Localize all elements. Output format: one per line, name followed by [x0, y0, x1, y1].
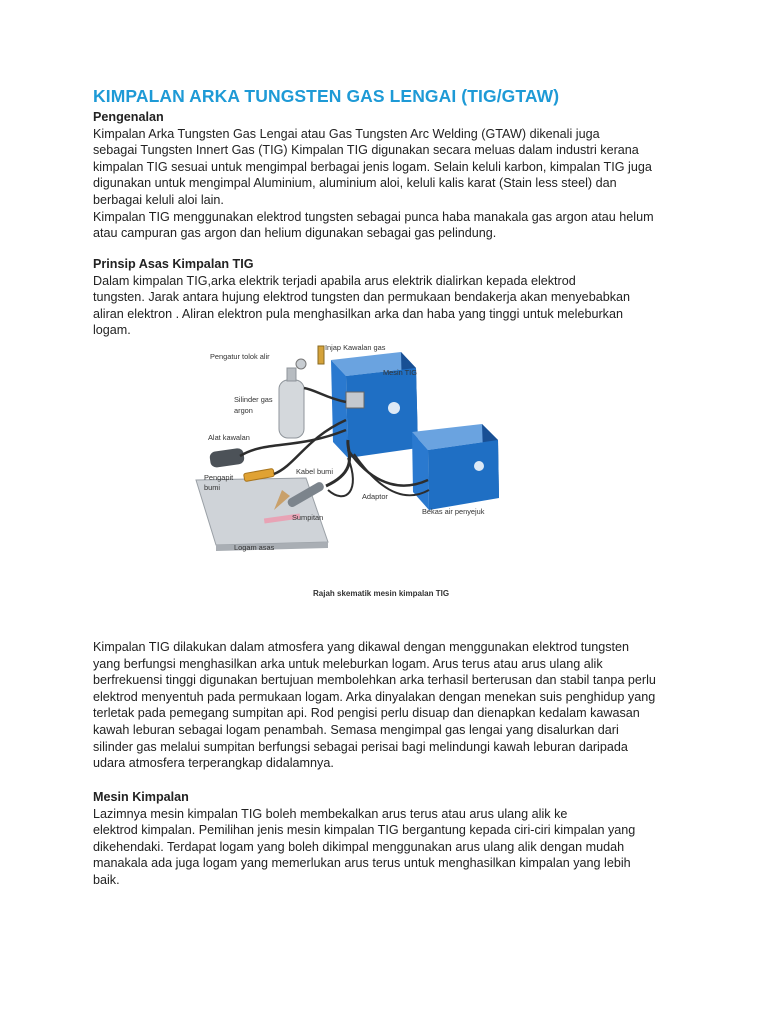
process-line: elektrod menyentuh pada permukaan logam. Arka dinyalakan dengan menekan suis penghidup yang	[93, 689, 656, 704]
process-line: terletak pada pemegang sumpitan api. Rod pengisi perlu disuap dan dienapkan kedalam kawasan	[93, 706, 640, 721]
label-gas-valve: Injap Kawalan gas	[325, 343, 386, 352]
principle-line: aliran elektron . Aliran elektron pula menghasilkan arka dan haba yang tinggi untuk meleburkan	[93, 306, 623, 321]
label-torch: Sumpitan	[292, 513, 324, 522]
machine-line: baik.	[93, 872, 120, 887]
intro-line: kimpalan TIG sesuai untuk mengimpal berbagai jenis logam. Selain keluli karbon, kimpalan TIG juga	[93, 159, 652, 174]
section-process	[93, 639, 693, 772]
label-adaptor: Adaptor	[362, 492, 388, 501]
intro-heading: Pengenalan	[93, 110, 164, 124]
tig-machine-diagram	[186, 340, 526, 562]
brand-logo-icon	[388, 402, 400, 414]
process-line: kawah leburan sebagai logam penambah. Semasa mengimpal gas lengai yang disalurkan dari	[93, 722, 619, 737]
gas-cylinder	[279, 380, 304, 438]
principle-line: Dalam kimpalan TIG,arka elektrik terjadi apabila arus elektrik dialirkan kepada elektrod	[93, 273, 576, 288]
machine-line: manakala ada juga logam yang memerlukan arus terus untuk menghasilkan kimpalan yang lebih	[93, 856, 631, 871]
document-title: KIMPALAN ARKA TUNGSTEN GAS LENGAI (TIG/GTAW)	[93, 86, 560, 106]
foot-control	[209, 448, 245, 469]
machine-heading: Mesin Kimpalan	[93, 790, 189, 804]
label-earth-cable: Kabel bumi	[296, 467, 333, 476]
label-foot-control: Alat kawalan	[208, 433, 250, 442]
label-earth-clamp-1: Pengapit	[204, 473, 234, 482]
label-gas-cylinder-2: argon	[234, 406, 253, 415]
principle-line: logam.	[93, 323, 131, 338]
intro-line: Kimpalan Arka Tungsten Gas Lengai atau Gas Tungsten Arc Welding (GTAW) dikenali juga	[93, 126, 600, 141]
label-base-metal: Logam asas	[234, 543, 275, 552]
process-line: udara atmosfera terperangkap didalamnya.	[93, 756, 334, 771]
process-line: silinder gas melalui sumpitan berfungsi sebagai perisai bagi melindungi kawah leburan daripada	[93, 739, 628, 754]
section-machine	[93, 789, 693, 889]
machine-line: dikehendaki. Terdapat logam yang boleh dikimpal menggunakan arus ulang alik dengan mudah	[93, 839, 625, 854]
principle-heading: Prinsip Asas Kimpalan TIG	[93, 257, 254, 271]
process-line: berfrekuensi tinggi digunakan bertujuan membolehkan arka terhasil berterusan dan stabil tanpa perlu	[93, 673, 656, 688]
section-intro	[93, 109, 693, 242]
principle-line: tungsten. Jarak antara hujung elektrod tungsten dan permukaan bendakerja akan menyebabkan	[93, 290, 631, 305]
figure-caption: Rajah skematik mesin kimpalan TIG	[313, 589, 450, 598]
label-gas-cylinder-1: Silinder gas	[234, 395, 273, 404]
intro-line: Kimpalan TIG menggunakan elektrod tungsten sebagai punca haba manakala gas argon atau helum	[93, 209, 654, 224]
intro-line: sebagai Tungsten Innert Gas (TIG) Kimpalan TIG digunakan secara meluas dalam industri kerana	[93, 143, 639, 158]
process-line: Kimpalan TIG dilakukan dalam atmosfera yang dikawal dengan menggunakan elektrod tungsten	[93, 640, 630, 654]
label-earth-clamp-2: bumi	[204, 483, 221, 492]
control-panel	[346, 392, 364, 408]
label-water-cooler: Bekas air penyejuk	[422, 507, 485, 516]
label-flow-regulator: Pengatur tolok alir	[210, 352, 270, 361]
flow-regulator-icon	[296, 359, 306, 369]
section-principle	[93, 256, 693, 339]
machine-line: elektrod kimpalan. Pemilihan jenis mesin kimpalan TIG bergantung kepada ciri-ciri kimpalan yang	[93, 823, 636, 838]
brand-logo-icon-2	[474, 461, 484, 471]
intro-line: digunakan untuk mengimpal Aluminium, aluminium aloi, keluli kalis karat (Stain less steel) dan	[93, 176, 617, 191]
machine-line: Lazimnya mesin kimpalan TIG boleh membekalkan arus terus atau arus ulang alik ke	[93, 806, 568, 821]
gas-valve	[318, 346, 324, 364]
process-line: yang berfungsi menghasilkan arka untuk meleburkan logam. Arus terus atau arus ulang alik	[93, 656, 603, 671]
intro-line: atau campuran gas argon dan helium digunakan sebagai gas pelindung.	[93, 226, 497, 241]
intro-line: berbagai keluli aloi lain.	[93, 192, 224, 207]
label-tig-machine: Mesin TIG	[383, 368, 417, 377]
